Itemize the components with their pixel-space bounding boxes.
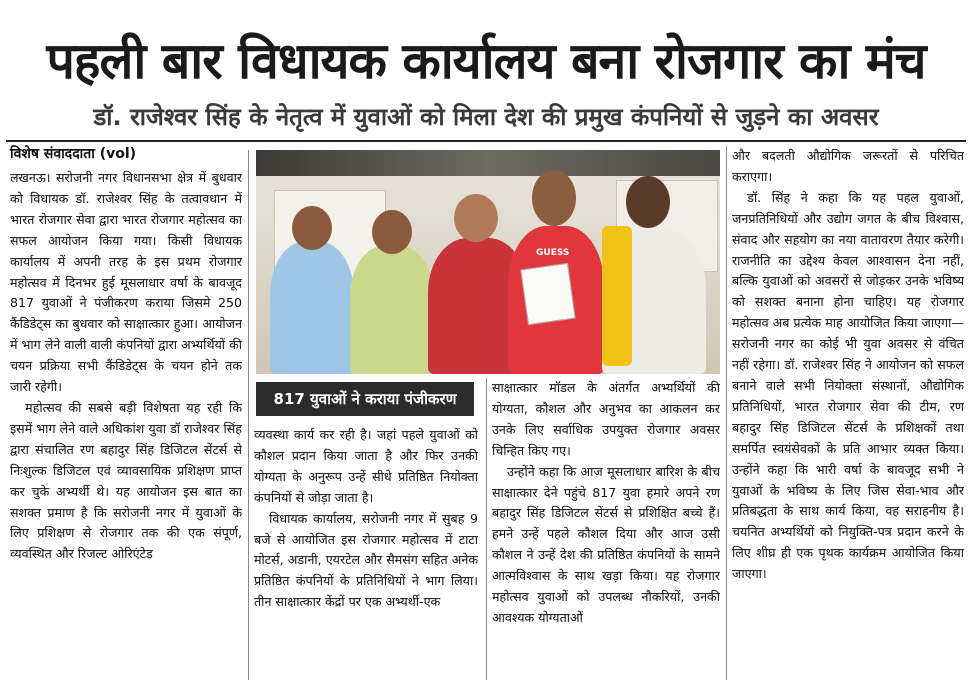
person-head — [454, 194, 498, 242]
photo-caption: 817 युवाओं ने कराया पंजीकरण — [256, 382, 474, 416]
paragraph: महोत्सव की सबसे बड़ी विशेषता यह रही कि इसमें भाग लेने वाले अधिकांश युवा डॉ राजेश्वर सिंह द्वारा संचालित रण बहादुर सिंह डिजिटल सेंटर्स से निःशुल्क डिजिटल एवं व्यावसायिक प्रशिक्षण प्राप्त कर चुके अभ्यर्थी थे। यह आयोजन इस बात का सशक्त प्रमाण है कि सरोजनी नगर में युवाओं के लिए प्रशिक्षण से रोजगार तक की एक संपूर्ण, व्यवस्थित और रिजल्ट ओरिएंटेड — [10, 399, 242, 562]
article-column-1 — [10, 168, 242, 678]
article-column-4 — [732, 146, 964, 680]
paragraph: डॉ. सिंह ने कहा कि यह पहल युवाओं, जनप्रतिनिधियों और उद्योग जगत के बीच विश्वास, संवाद और सहयोग का नया वातावरण तैयार करेगी। राजनीति का उद्देश्य केवल आश्वासन देना नहीं, बल्कि युवाओं को अवसरों से जोड़कर उनके भविष्य को सशक्त बनाना होना चाहिए। यह रोजगार महोत्सव अब प्रत्येक माह आयोजित किया जाएगा—सरोजनी नगर का कोई भी युवा अवसर से वंचित नहीं रहेगा। डॉ. राजेश्वर सिंह ने आयोजन को सफल बनाने वाले सभी नियोक्ता संस्थानों, औद्योगिक प्रतिनिधियों, भारत रोजगार सेवा की टीम, रण बहादुर सिंह डिजिटल सेंटर्स के प्रशिक्षकों तथा समर्पित स्वयंसेवकों के प्रति आभार व्यक्त किया। उन्होंने कहा कि भारी वर्षा के बावजूद सभी ने युवाओं के भविष्य के लिए जिस सेवा-भाव और प्रतिबद्धता के साथ कार्य किया, वह सराहनीय है। चयनित अभ्यर्थियों को नियुक्ति-पत्र प्रदान करने के लिए शीघ्र ही एक पृथक कार्यक्रम आयोजित किया जाएगा। — [732, 189, 964, 582]
column-divider-1 — [248, 150, 249, 680]
paragraph: विधायक कार्यालय, सरोजनी नगर में सुबह 9 बजे से आयोजित इस रोजगार महोत्सव में टाटा मोटर्स, अडानी, एयरटेल और सैमसंग सहित अनेक प्रतिष्ठित कंपनियों के प्रतिनिधियों ने भाग लिया। तीन साक्षात्कार केंद्रों पर एक अभ्यर्थी-एक — [254, 510, 478, 610]
article-column-2 — [254, 425, 478, 680]
event-photo — [256, 150, 720, 374]
top-rule — [6, 140, 966, 142]
paragraph: और बदलती औद्योगिक जरूरतों से परिचित कराएगा। — [732, 148, 964, 184]
yellow-scarf — [602, 226, 632, 366]
paragraph: उन्होंने कहा कि आज मूसलाधार बारिश के बीच साक्षात्कार देने पहुंचे 817 युवा हमारे अपने रण बहादुर सिंह डिजिटल सेंटर्स से प्रशिक्षित बच्चे हैं। हमने उन्हें पहले कौशल दिया और आज उसी कौशल ने उन्हें देश की प्रतिष्ठित कंपनियों के सामने आत्मविश्वास के साथ खड़ा किया। यह रोजगार महोत्सव युवाओं को उपलब्ध नौकरियों, उनकी आवश्यक योग्यताओं — [492, 463, 720, 625]
paragraph: साक्षात्कार मॉडल के अंतर्गत अभ्यर्थियों की योग्यता, कौशल और अनुभव का आकलन कर उनके लिए सर्वाधिक उपयुक्त रोजगार अवसर चिन्हित किए गए। — [492, 380, 720, 458]
person — [350, 246, 434, 374]
subheadline: डॉ. राजेश्वर सिंह के नेतृत्व में युवाओं को मिला देश की प्रमुख कंपनियों से जुड़ने का अवसर — [93, 103, 879, 131]
column-divider-2 — [486, 378, 487, 680]
shirt-print: GUESS — [536, 248, 570, 258]
article-column-3 — [492, 378, 720, 680]
person-head — [292, 206, 332, 250]
photo-banner — [256, 150, 720, 176]
certificate — [520, 263, 575, 325]
column-divider-3 — [726, 146, 727, 680]
person — [270, 242, 354, 374]
person-head — [532, 170, 576, 226]
paragraph: लखनऊ। सरोजनी नगर विधानसभा क्षेत्र में बुधवार को विधायक डॉ. राजेश्वर सिंह के तत्वावधान में भारत रोजगार सेवा द्वारा भारत रोजगार महोत्सव का सफल आयोजन किया गया। किसी विधायक कार्यालय में अपनी तरह के इस प्रथम रोजगार महोत्सव में दिनभर हुई मूसलाधार वर्षा के बावजूद 817 युवाओं ने पंजीकरण कराया जिसमे 250 कैंडिडेट्स का बुधवार को साक्षात्कार हुआ। आयोजन में भाग लेने वाली वाली कंपनियों द्वारा अभ्यर्थियों की चयन प्रक्रिया सभी कैंडिडेट्स के चयन होने तक जारी रहेगी। — [10, 170, 242, 395]
byline: विशेष संवाददाता (vol) — [10, 146, 137, 162]
headline: पहली बार विधायक कार्यालय बना रोजगार का मंच — [46, 32, 926, 90]
person-head — [372, 210, 412, 254]
person-head — [626, 176, 670, 228]
paragraph: व्यवस्था कार्य कर रही है। जहां पहले युवाओं को कौशल प्रदान किया जाता है और फिर उनकी योग्यता के अनुरूप उन्हें सीधे प्रतिष्ठित नियोक्ता कंपनियों से जोड़ा जाता है। — [254, 427, 478, 505]
